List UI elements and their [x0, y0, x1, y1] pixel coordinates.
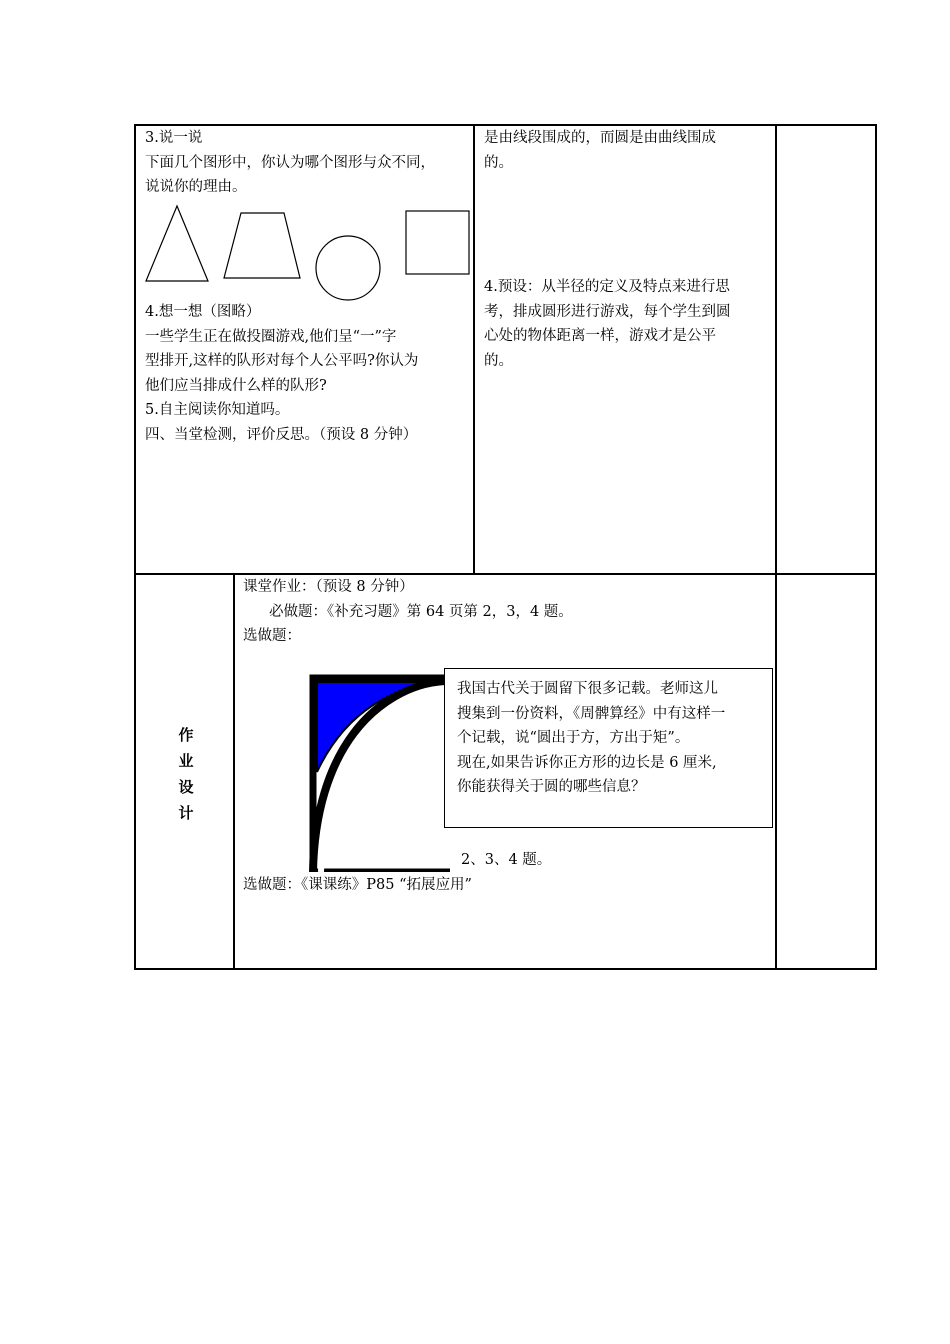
label-char: 设 — [178, 778, 194, 796]
text-line: 他们应当排成什么样的队形? — [145, 377, 327, 394]
text-line: 一些学生正在做投圈游戏,他们呈“一”字 — [145, 328, 397, 345]
homework-header — [243, 575, 573, 649]
triangle-shape — [146, 206, 208, 281]
label-char: 计 — [178, 804, 194, 822]
third-column-divider — [775, 124, 777, 970]
text-line: 搜集到一份资料，《周髀算经》中有这样一 — [457, 705, 726, 722]
fragment-text: 2、3、4 题。 — [461, 852, 552, 868]
shapes-figure — [143, 203, 473, 305]
optional-label: 选做题： — [243, 628, 301, 644]
text-line: 我国古代关于圆留下很多记载。老师这儿 — [457, 681, 718, 697]
homework-title: 课堂作业：（预设 8 分钟） — [243, 579, 414, 595]
text-line: 的。 — [484, 352, 513, 369]
text-line: 四、当堂检测，评价反思。（预设 8 分钟） — [145, 426, 418, 443]
text-line: 4.想一想（图略） — [145, 304, 261, 320]
text-line: 3.说一说 — [145, 130, 203, 146]
bottom-row-divider — [233, 573, 235, 970]
text-line: 4.预设：从半径的定义及特点来进行思 — [484, 279, 730, 295]
square-shape — [406, 211, 469, 274]
text-line: 的。 — [484, 154, 513, 171]
text-line: 5.自主阅读你知道吗。 — [145, 402, 290, 418]
text-line: 说说你的理由。 — [145, 179, 247, 195]
top-row-divider — [473, 124, 475, 574]
table-bottom-border — [134, 968, 876, 970]
top-right-preset — [484, 275, 731, 373]
text-line: 型排开,这样的队形对每个人公平吗?你认为 — [145, 353, 419, 369]
text-line: 是由线段围成的，而圆是由曲线围成 — [484, 130, 716, 146]
homework-design-label — [170, 722, 202, 826]
table-left-border — [134, 124, 136, 970]
text-line: 下面几个图形中，你认为哪个图形与众不同， — [145, 154, 435, 171]
top-right-answer — [484, 126, 716, 175]
top-left-intro — [145, 126, 435, 200]
top-left-activities — [145, 300, 418, 447]
required-exercise: 必做题：《补充习题》第 64 页第 2，3，4 题。 — [269, 603, 573, 620]
text-line: 你能获得关于圆的哪些信息？ — [457, 779, 646, 795]
text-line: 个记载，说“圆出于方，方出于矩”。 — [457, 730, 690, 746]
label-char: 业 — [178, 752, 194, 770]
callout-text — [457, 677, 725, 800]
table-right-border — [875, 124, 877, 970]
text-line: 心处的物体距离一样，游戏才是公平 — [484, 328, 716, 344]
trapezoid-shape — [224, 213, 300, 278]
label-char: 作 — [178, 726, 194, 744]
quarter-circle-figure — [305, 672, 450, 872]
text-line: 考，排成圆形进行游戏，每个学生到圆 — [484, 303, 731, 320]
circle-shape — [316, 236, 380, 300]
optional-extra: 选做题：《课课练》P85 “拓展应用” — [243, 877, 472, 893]
text-line: 现在,如果告诉你正方形的边长是 6 厘米, — [457, 754, 717, 771]
callout-box — [444, 668, 773, 828]
